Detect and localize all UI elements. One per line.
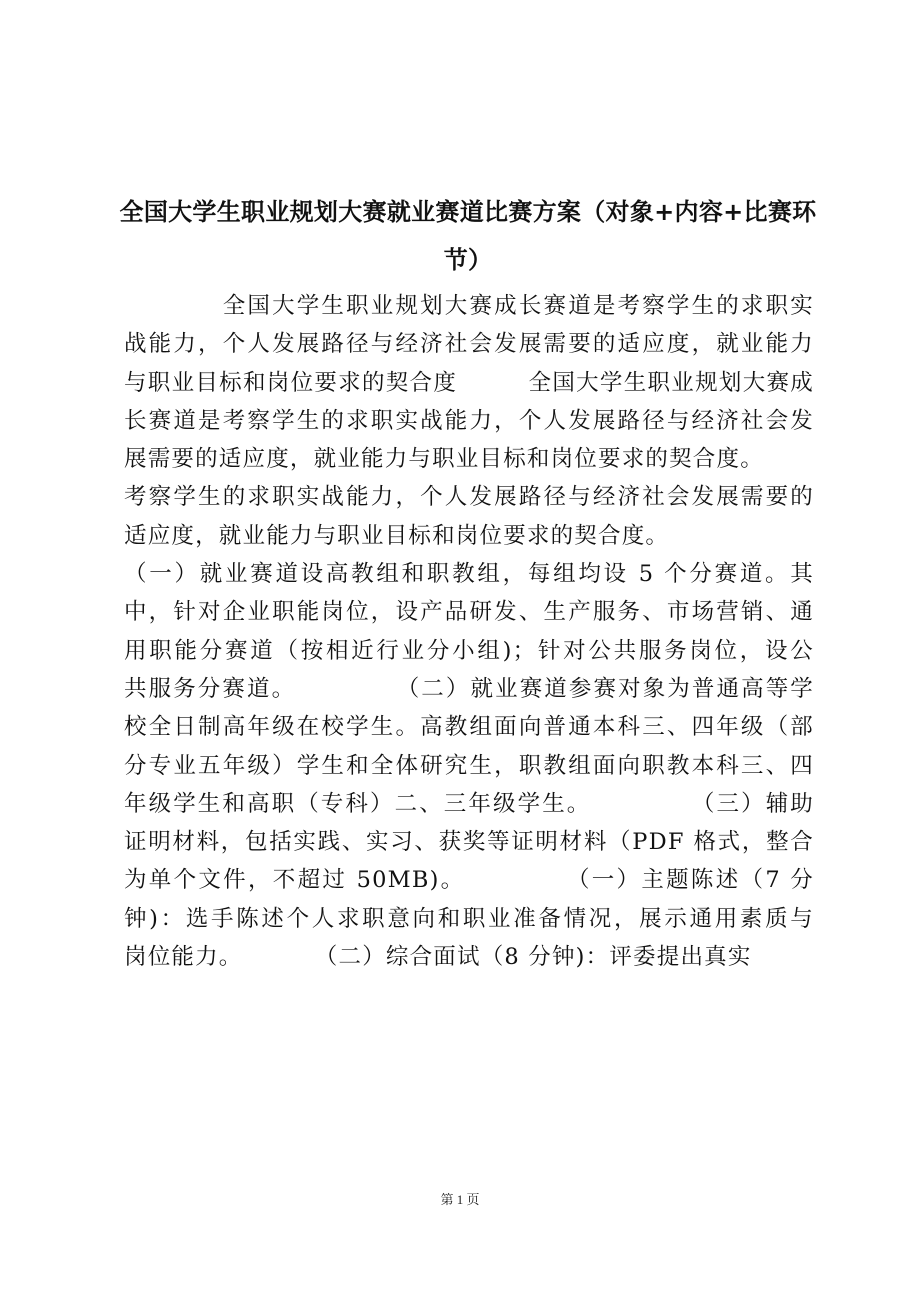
- body-line: 分专业五年级）学生和全体研究生，职教组面向职教本科三、四: [124, 752, 814, 779]
- page-number: 第 1 页: [440, 1192, 480, 1207]
- body-line: 展需要的适应度，就业能力与职业目标和岗位要求的契合度。: [124, 446, 764, 473]
- body-line: 全国大学生职业规划大赛成长赛道是考察学生的求职实: [124, 293, 814, 319]
- body-line: 战能力，个人发展路径与经济社会发展需要的适应度，就业能力: [124, 331, 814, 358]
- body-line: （一）就业赛道设高教组和职教组，每组均设 5 个分赛道。其: [124, 561, 814, 588]
- body-line: 长赛道是考察学生的求职实战能力，个人发展路径与经济社会发: [124, 407, 814, 434]
- body-line: 钟)：选手陈述个人求职意向和职业准备情况，展示通用素质与: [124, 905, 814, 932]
- document-title: 全国大学生职业规划大赛就业赛道比赛方案（对象+内容+比赛环节）: [119, 198, 817, 274]
- document-body: [124, 287, 814, 976]
- body-line: 岗位能力。 （二）综合面试（8 分钟)：评委提出真实: [124, 944, 752, 971]
- body-line: 年级学生和高职（专科）二、三年级学生。 （三）辅助: [124, 790, 814, 817]
- body-line: 与职业目标和岗位要求的契合度 全国大学生职业规划大赛成: [124, 369, 814, 396]
- body-line: 为单个文件，不超过 50MB)。 （一）主题陈述（7 分: [124, 867, 814, 894]
- body-line: 考察学生的求职实战能力，个人发展路径与经济社会发展需要的: [124, 484, 814, 511]
- body-line: 中，针对企业职能岗位，设产品研发、生产服务、市场营销、通: [124, 599, 814, 626]
- body-line: 校全日制高年级在校学生。高教组面向普通本科三、四年级（部: [124, 714, 814, 741]
- body-line: 证明材料，包括实践、实习、获奖等证明材料（PDF 格式，整合: [124, 829, 814, 856]
- body-line: 适应度，就业能力与职业目标和岗位要求的契合度。: [124, 522, 670, 549]
- body-line: 用职能分赛道（按相近行业分小组)；针对公共服务岗位，设公: [124, 637, 814, 664]
- body-line: 共服务分赛道。 （二）就业赛道参赛对象为普通高等学: [124, 675, 814, 702]
